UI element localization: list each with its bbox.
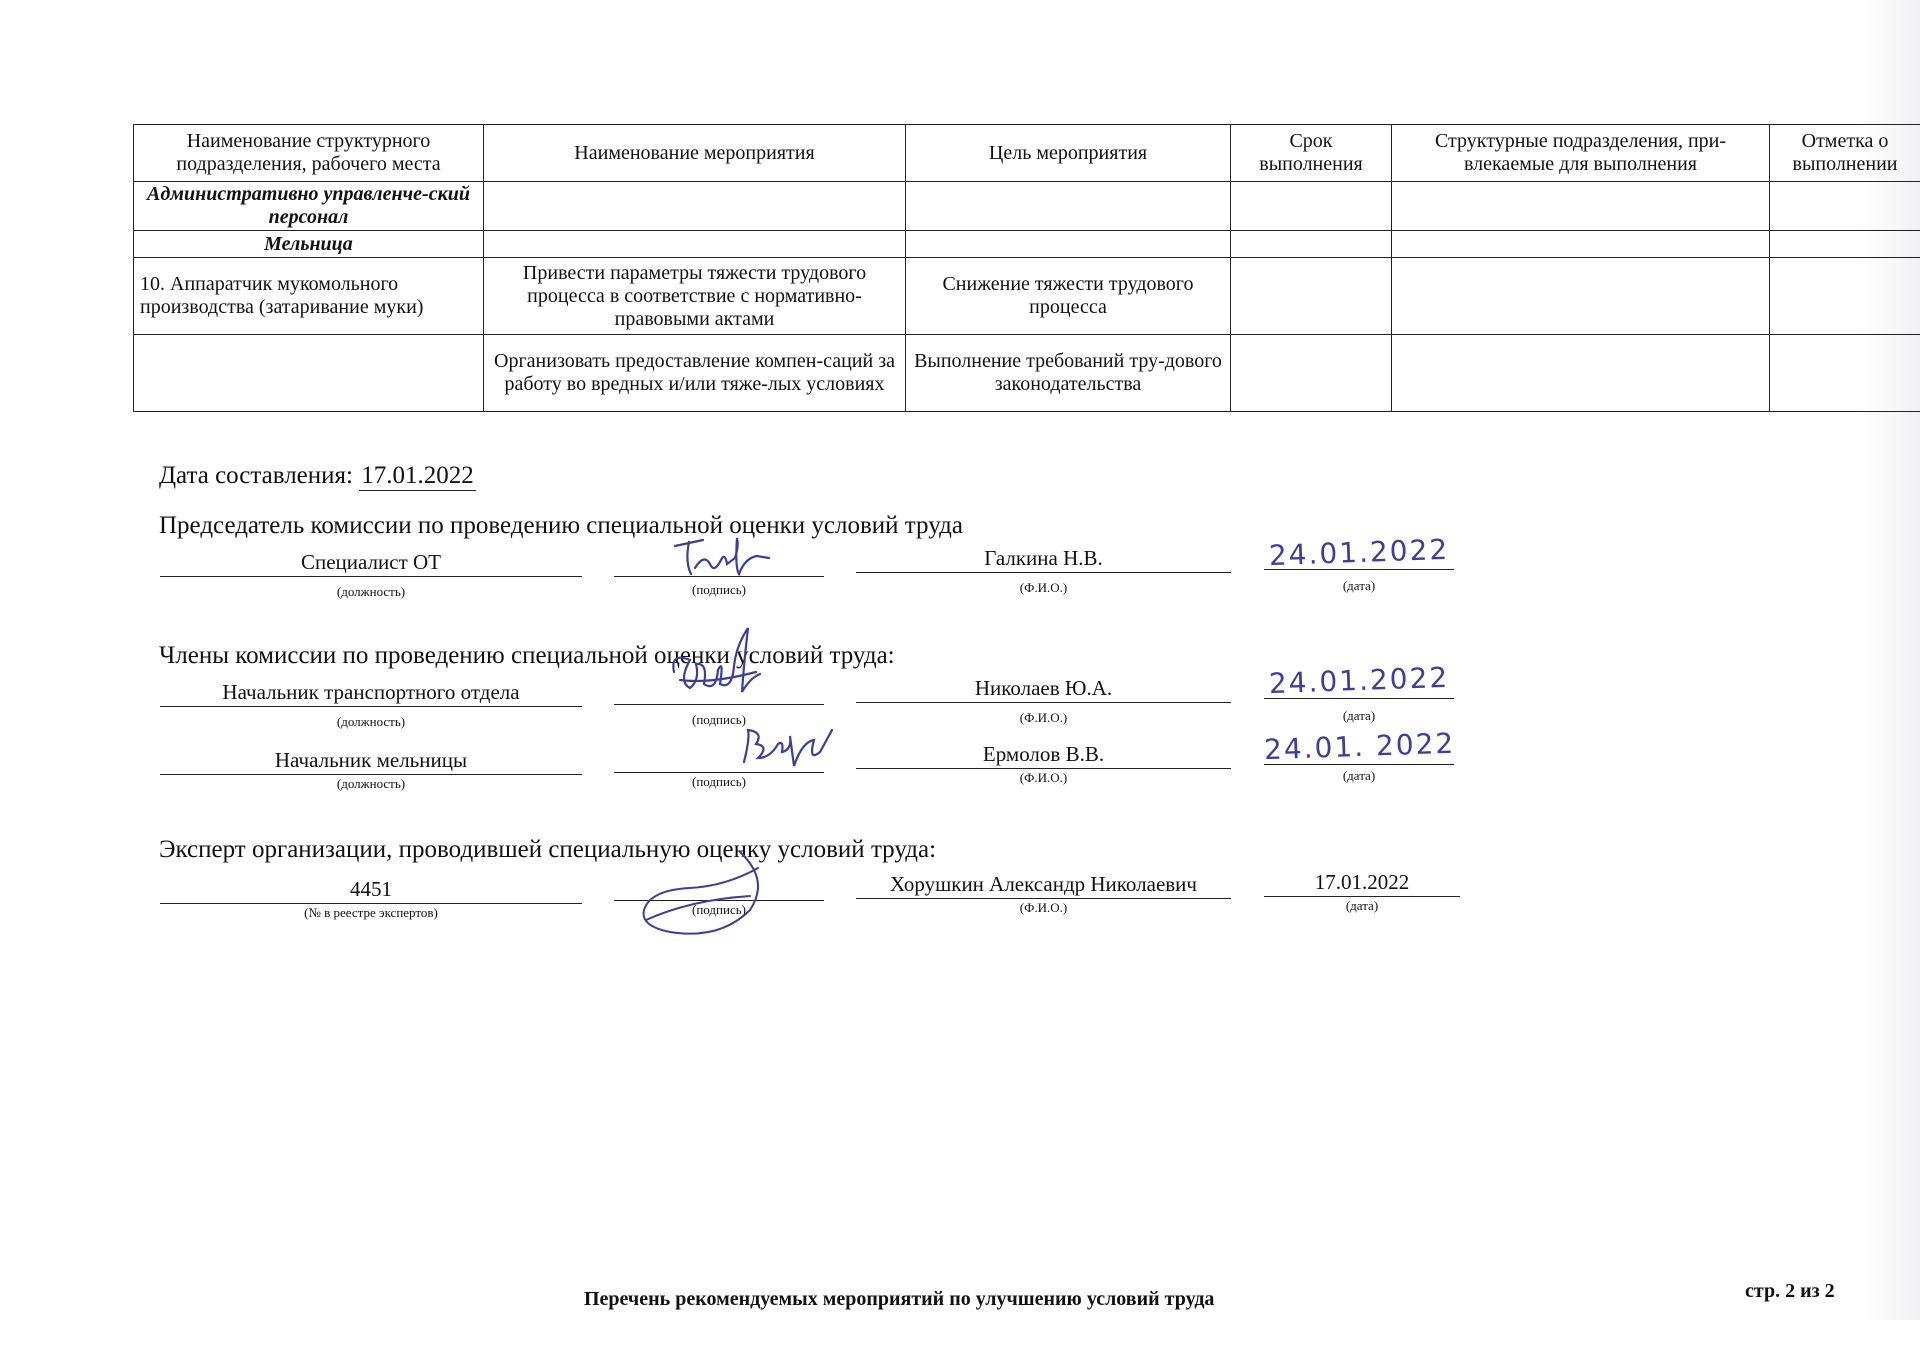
page-number: стр. 2 из 2 [1745,1280,1835,1302]
table-cell [1231,231,1392,258]
table-row [134,335,1920,412]
chairman-fio: Галкина Н.В. [856,544,1231,573]
caption-date: (дата) [1342,708,1376,723]
caption-date: (дата) [1342,578,1376,593]
table-cell [906,182,1231,231]
table-cell [1770,182,1920,231]
section-mill: Мельница [134,231,484,258]
row2-workplace [134,335,484,412]
table-cell [1231,182,1392,231]
expert-registry-number: 4451 [160,875,582,904]
table-cell [484,182,906,231]
compiled-date-label: Дата составления: [159,462,353,489]
table-row [134,258,1920,335]
table-header-row [134,125,1920,182]
caption-registry: (№ в реестре экспертов) [304,905,438,920]
row1-departments [1392,258,1770,335]
header-deadline: Срок выполнения [1231,125,1392,182]
row2-goal: Выполнение требований тру-дового законодательства [906,335,1231,412]
members-heading: Члены комиссии по проведению специальной оценки условий труда: [159,642,895,669]
row1-mark [1770,258,1920,335]
member1-fio: Николаев Ю.А. [856,674,1231,703]
header-mark: Отметка о выполнении [1770,125,1920,182]
caption-fio: (Ф.И.О.) [1019,900,1068,915]
caption-signature: (подпись) [692,774,746,789]
table-cell [906,231,1231,258]
chairman-signature-icon [665,528,775,588]
table-cell [1392,231,1770,258]
table-row [134,231,1920,258]
expert-heading: Эксперт организации, проводившей специальную оценку условий труда: [159,836,937,863]
caption-signature: (подпись) [692,582,746,597]
table-cell [1770,231,1920,258]
chairman-date: 24.01.2022 [1268,532,1450,573]
member2-date: 24.01. 2022 [1263,726,1456,767]
caption-fio: (Ф.И.О.) [1019,770,1068,785]
caption-position: (должность) [336,776,406,791]
member2-position: Начальник мельницы [160,746,582,775]
member2-signature-icon [728,722,838,772]
row1-measure: Привести параметры тяжести трудового процесса в соответствие с нормативно-правовыми актами [484,258,906,335]
member2-fio: Ермолов В.В. [856,740,1231,769]
header-measure: Наименование мероприятия [484,125,906,182]
compiled-date-value: 17.01.2022 [361,462,474,489]
member1-date: 24.01.2022 [1268,660,1450,701]
row2-departments [1392,335,1770,412]
expert-date: 17.01.2022 [1264,868,1460,897]
footer-title: Перечень рекомендуемых мероприятий по улучшению условий труда [584,1288,1215,1310]
measures-table [133,124,1920,412]
row2-measure: Организовать предоставление компен-саций за работу во вредных и/или тяже-лых условиях [484,335,906,412]
chairman-heading: Председатель комиссии по проведению специальной оценки условий труда [159,512,963,539]
expert-fio: Хорушкин Александр Николаевич [856,870,1231,899]
compiled-date-line [159,462,476,491]
header-workplace: Наименование структурного подразделения, рабочего места [134,125,484,182]
caption-position: (должность) [336,584,406,599]
header-departments: Структурные подразделения, при-влекаемые для выполнения [1392,125,1770,182]
row1-workplace: 10. Аппаратчик мукомольного производства (затаривание муки) [134,258,484,335]
caption-fio: (Ф.И.О.) [1019,580,1068,595]
caption-date: (дата) [1342,768,1376,783]
row1-goal: Снижение тяжести трудового процесса [906,258,1231,335]
member1-signature-icon [660,622,780,712]
chairman-position: Специалист ОТ [160,548,582,577]
expert-signature-icon [630,840,780,955]
caption-position: (должность) [336,714,406,729]
row1-deadline [1231,258,1392,335]
caption-signature: (подпись) [692,712,746,727]
header-goal: Цель мероприятия [906,125,1231,182]
table-cell [484,231,906,258]
member1-position: Начальник транспортного отдела [160,678,582,707]
section-admin: Административно управленче-ский персонал [134,182,484,231]
table-row [134,182,1920,231]
caption-signature: (подпись) [692,902,746,917]
caption-date: (дата) [1345,898,1379,913]
caption-fio: (Ф.И.О.) [1019,710,1068,725]
row2-mark [1770,335,1920,412]
row2-deadline [1231,335,1392,412]
table-cell [1392,182,1770,231]
